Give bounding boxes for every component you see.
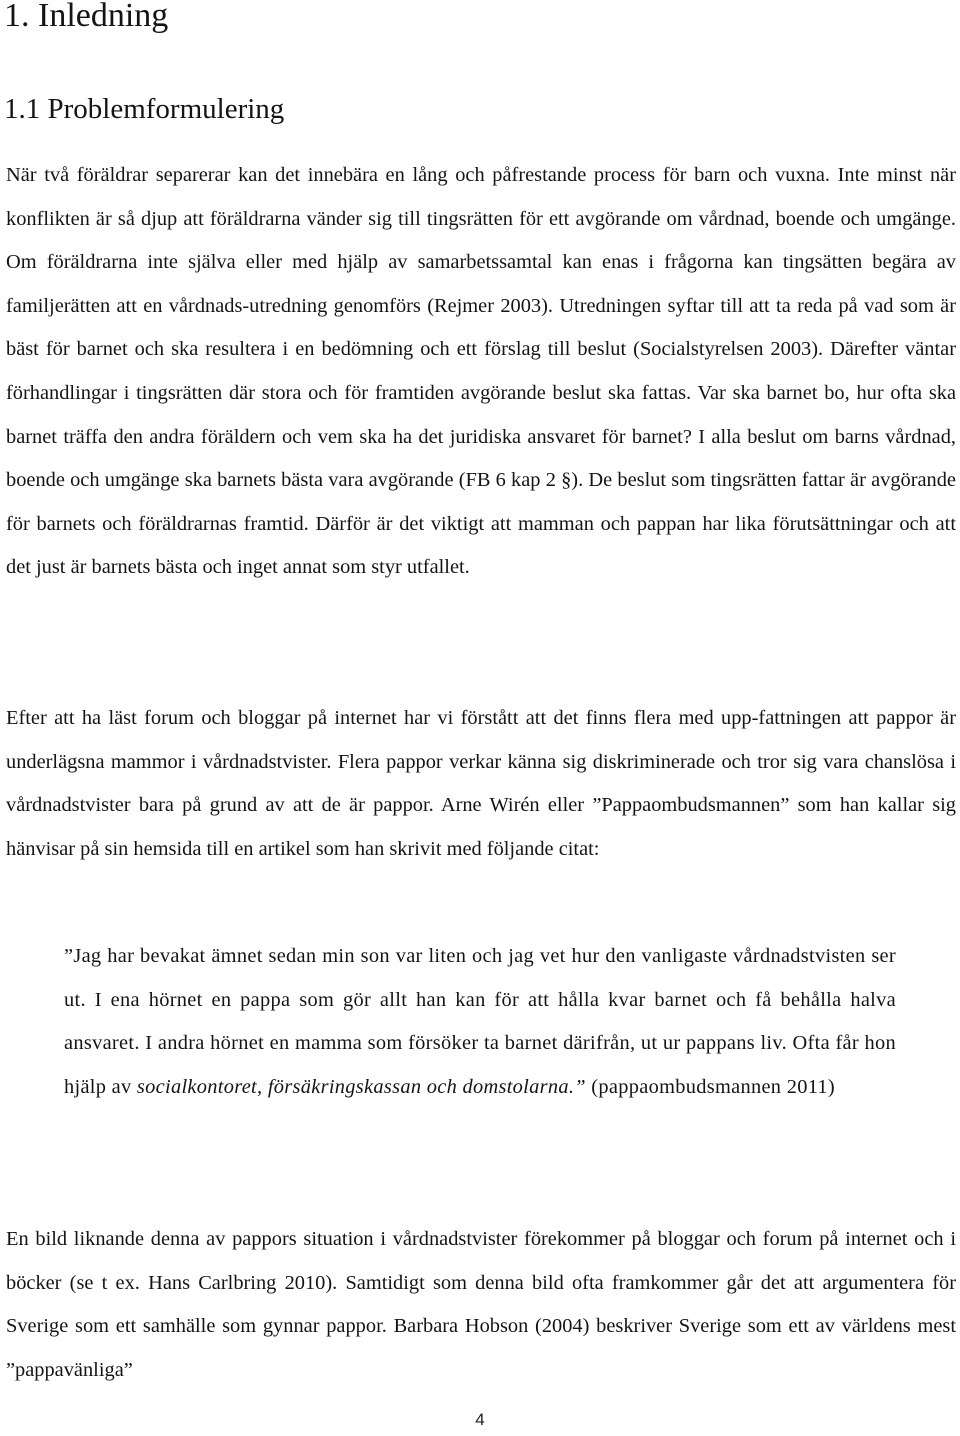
paragraph-discussion: En bild liknande denna av pappors situation i vårdnadstvister förekommer på bloggar och forum på internet och i böcker (se t ex. Hans Carlbring 2010). Samtidigt som denna bild ofta framkommer går det att argumentera för Sverige som ett samhälle som gynnar pappor. Barbara Hobson (2004) beskriver Sverige som ett av världens mest ”pappavänliga”	[6, 1228, 956, 1381]
block-quote	[64, 935, 896, 1109]
paragraph-intro: När två föräldrar separerar kan det innebära en lång och påfrestande process för barn och vuxna. Inte minst när konflikten är så djup att föräldrarna vänder sig till tingsrätten för ett avgörande om vårdnad, boende och umgänge. Om föräldrarna inte själva eller med hjälp av samarbetssamtal kan enas i frågorna kan tingsätten begära av familjerätten att en vårdnads-utredning genomförs (Rejmer 2003). Utredningen syftar till att ta reda på vad som är bäst för barnet och ska resultera i en bedömning och ett förslag till beslut (Socialstyrelsen 2003). Därefter väntar förhandlingar i tingsrätten där stora och för framtiden avgörande beslut ska fattas. Var ska barnet bo, hur ofta ska barnet träffa den andra föräldern och vem ska ha det juridiska ansvaret för barnet? I alla beslut om barns vårdnad, boende och umgänge ska barnets bästa vara avgörande (FB 6 kap 2 §). De beslut som tingsrätten fattar är avgörande för barnets och föräldrarnas framtid. Därför är det viktigt att mamman och pappan har lika förutsättningar och att det just är barnets bästa och inget annat som styr utfallet.	[6, 164, 956, 579]
quote-text-italic: socialkontoret, försäkringskassan och domstolarna.”	[136, 1075, 586, 1098]
paragraph-forums: Efter att ha läst forum och bloggar på internet har vi förstått att det finns flera med upp-fattningen att pappor är underlägsna mammor i vårdnadstvister. Flera pappor verkar känna sig diskriminerade och tror sig vara chanslösa i vårdnadstvister bara på grund av att de är pappor. Arne Wirén eller ”Pappaombudsmannen” som han kallar sig hänvisar på sin hemsida till en artikel som han skrivit med följande citat:	[6, 707, 956, 860]
page-number: 4	[475, 1410, 485, 1429]
quote-citation: (pappaombudsmannen 2011)	[585, 1075, 836, 1098]
chapter-heading: 1. Inledning	[4, 0, 169, 34]
quote-text: ”Jag har bevakat ämnet sedan min son var liten och jag vet hur den vanligaste vårdnadstvisten ser ut. I ena hörnet en pappa som gör allt han kan för att hålla kvar barnet och få behålla halva ansvaret. I andra hörnet en mamma som försöker ta barnet därifrån, ut ur pappans liv. Ofta får hon hjälp av	[64, 945, 896, 1098]
section-heading: 1.1 Problemformulering	[4, 93, 285, 125]
